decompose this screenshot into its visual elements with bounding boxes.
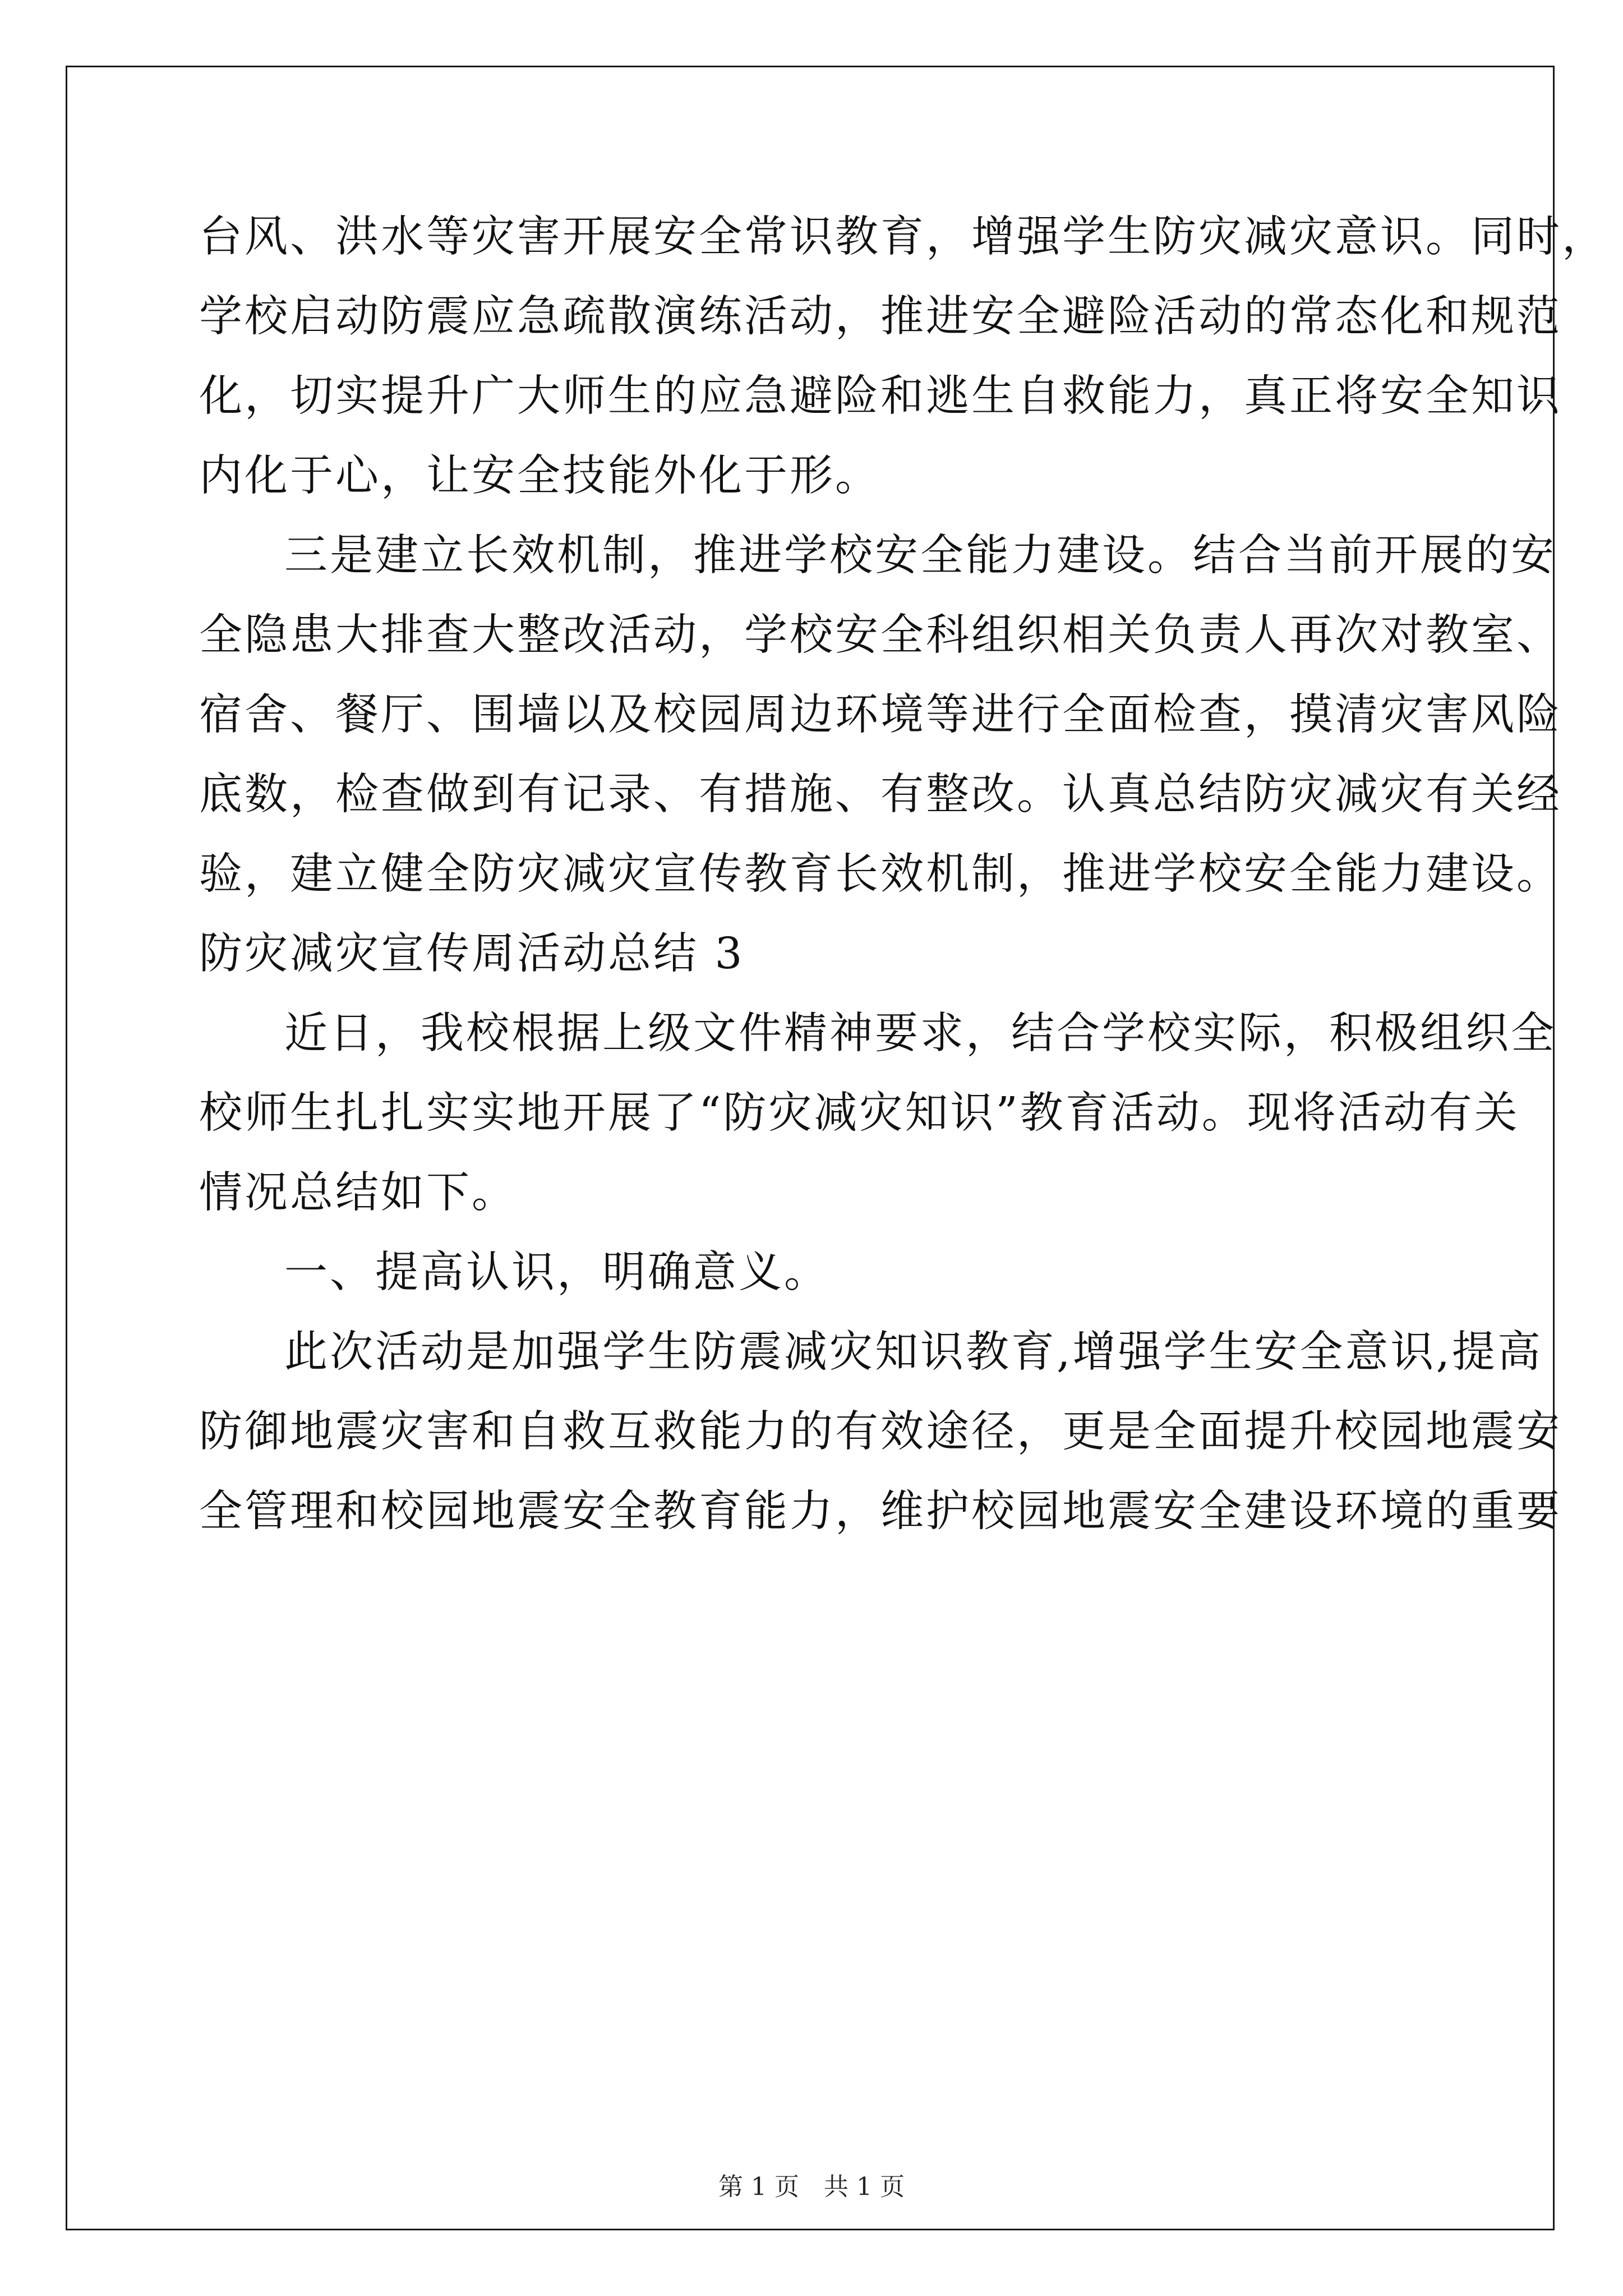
text-line: 此次活动是加强学生防震减灾知识教育,增强学生安全意识,提高 <box>284 1327 1543 1377</box>
text-line: 情况总结如下。 <box>199 1168 517 1218</box>
document-body <box>199 197 1607 1552</box>
text-line: 全管理和校园地震安全教育能力，维护校园地震安全建设环境的重要 <box>199 1487 1562 1536</box>
text-line: 校师生扎扎实实地开展了“防灾减灾知识”教育活动。现将活动有关 <box>199 1088 1520 1138</box>
text-line: 底数，检查做到有记录、有措施、有整改。认真总结防灾减灾有关经 <box>199 770 1562 820</box>
text-line: 近日，我校根据上级文件精神要求，结合学校实际，积极组织全 <box>284 1009 1556 1059</box>
subheading-line: 一、提高认识，明确意义。 <box>284 1248 829 1297</box>
text-line: 验，建立健全防灾减灾宣传教育长效机制，推进学校安全能力建设。 <box>199 849 1562 899</box>
text-line: 台风、洪水等灾害开展安全常识教育，增强学生防灾减灾意识。同时， <box>199 212 1607 262</box>
text-line: 学校启动防震应急疏散演练活动，推进安全避险活动的常态化和规范 <box>199 292 1562 342</box>
section-heading: 防灾减灾宣传周活动总结 3 <box>199 929 745 979</box>
text-line: 宿舍、餐厅、围墙以及校园周边环境等进行全面检查，摸清灾害风险 <box>199 690 1562 740</box>
page-footer: 第 1 页 共 1 页 <box>718 2173 905 2201</box>
text-line: 化，切实提升广大师生的应急避险和逃生自救能力，真正将安全知识 <box>199 371 1562 421</box>
text-line: 三是建立长效机制，推进学校安全能力建设。结合当前开展的安 <box>284 531 1556 581</box>
text-line: 全隐患大排查大整改活动，学校安全科组织相关负责人再次对教室、 <box>199 610 1562 660</box>
text-line: 内化于心，让安全技能外化于形。 <box>199 451 880 501</box>
text-line: 防御地震灾害和自救互救能力的有效途径，更是全面提升校园地震安 <box>199 1407 1562 1457</box>
